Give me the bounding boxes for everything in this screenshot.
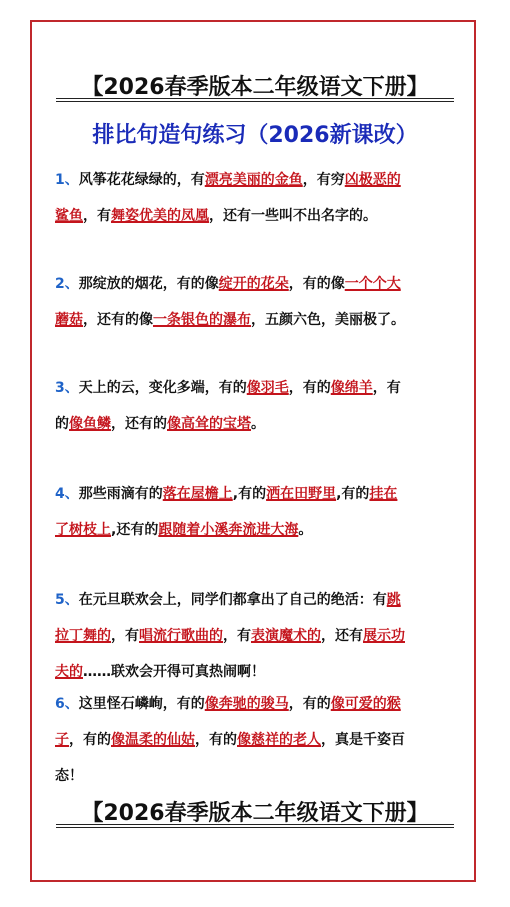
header-rule-1 xyxy=(56,98,454,99)
sentence-item-2 xyxy=(55,266,455,338)
plain-text: ，真是千姿百 xyxy=(321,732,405,748)
plain-text: 。 xyxy=(298,522,313,538)
plain-text: ，还有 xyxy=(321,628,363,644)
footer-title: 【2026春季版本二年级语文下册】 xyxy=(81,801,429,826)
sentence-item-6 xyxy=(55,686,455,794)
plain-text: ，还有的 xyxy=(111,416,167,432)
sentence-line xyxy=(55,406,455,442)
highlighted-phrase: 表演魔术的 xyxy=(251,628,321,644)
plain-text: 这里怪石嶙峋，有的 xyxy=(78,696,205,712)
subtitle: 排比句造句练习（2026新课改） xyxy=(92,123,418,148)
plain-text: 。 xyxy=(251,416,265,432)
highlighted-phrase: 像可爱的猴 xyxy=(330,696,401,712)
highlighted-phrase: 像高耸的宝塔 xyxy=(167,416,251,432)
highlighted-phrase: 了树枝上 xyxy=(55,522,111,538)
footer-rule-2 xyxy=(56,827,454,828)
plain-text: ，有的 xyxy=(288,380,331,396)
sentence-item-3 xyxy=(55,370,455,442)
highlighted-phrase: 绽开的花朵 xyxy=(218,276,289,292)
plain-text: ,还有的 xyxy=(111,522,159,538)
highlighted-phrase: 像奔驰的骏马 xyxy=(204,696,289,712)
plain-text: ，有 xyxy=(111,628,139,644)
highlighted-phrase: 洒在田野里 xyxy=(266,486,337,502)
highlighted-phrase: 蘑菇 xyxy=(55,312,83,328)
sentence-item-5 xyxy=(55,582,455,690)
sentence-item-1 xyxy=(55,162,455,234)
highlighted-phrase: 展示功 xyxy=(363,628,405,644)
highlighted-phrase: 漂亮美丽的金鱼 xyxy=(204,172,303,188)
header-title: 【2026春季版本二年级语文下册】 xyxy=(81,75,429,100)
highlighted-phrase: 鲨鱼 xyxy=(55,208,83,224)
header-rule-2 xyxy=(56,101,454,102)
item-number: 5、 xyxy=(55,592,79,608)
highlighted-phrase: 凶极恶的 xyxy=(344,172,401,188)
plain-text: ，有的 xyxy=(195,732,237,748)
highlighted-phrase: 唱流行歌曲的 xyxy=(139,628,223,644)
highlighted-phrase: 像羽毛 xyxy=(246,380,289,396)
sentence-line xyxy=(55,302,455,338)
sentence-line xyxy=(55,512,455,548)
plain-text: ，有 xyxy=(83,208,111,224)
plain-text: ，五颜六色，美丽极了。 xyxy=(251,312,405,328)
item-number: 2、 xyxy=(55,276,79,292)
sentence-line xyxy=(55,476,455,512)
plain-text: ，有 xyxy=(372,380,401,396)
sentence-line xyxy=(55,654,455,690)
highlighted-phrase: 夫的 xyxy=(55,664,83,680)
sentence-line xyxy=(55,618,455,654)
plain-text: ，有穷 xyxy=(302,172,345,188)
highlighted-phrase: 拉丁舞的 xyxy=(55,628,111,644)
highlighted-phrase: 一个个大 xyxy=(344,276,401,292)
plain-text: ，有的 xyxy=(288,696,331,712)
plain-text: 天上的云，变化多端，有的 xyxy=(78,380,247,396)
highlighted-phrase: 落在屋檐上 xyxy=(162,486,233,502)
plain-text: 态！ xyxy=(55,768,83,784)
highlighted-phrase: 跟随着小溪奔流进大海 xyxy=(158,522,299,538)
footer-rule-1 xyxy=(56,824,454,825)
plain-text: ……联欢会开得可真热闹啊！ xyxy=(83,664,265,680)
highlighted-phrase: 跳 xyxy=(386,592,401,608)
highlighted-phrase: 像绵羊 xyxy=(330,380,373,396)
highlighted-phrase: 子 xyxy=(55,732,69,748)
sentence-line xyxy=(55,582,455,618)
item-number: 3、 xyxy=(55,380,79,396)
sentence-line xyxy=(55,686,455,722)
plain-text: 的 xyxy=(55,416,69,432)
plain-text: 那些雨滴有的 xyxy=(78,486,163,502)
sentence-line xyxy=(55,722,455,758)
sentence-line xyxy=(55,266,455,302)
plain-text: ,有的 xyxy=(336,486,370,502)
plain-text: ，有的像 xyxy=(288,276,345,292)
highlighted-phrase: 像慈祥的老人 xyxy=(237,732,321,748)
item-number: 4、 xyxy=(55,486,79,502)
highlighted-phrase: 像温柔的仙姑 xyxy=(111,732,195,748)
plain-text: ，有的 xyxy=(69,732,111,748)
highlighted-phrase: 挂在 xyxy=(369,486,398,502)
sentence-item-4 xyxy=(55,476,455,548)
sentence-line xyxy=(55,370,455,406)
highlighted-phrase: 舞姿优美的凤凰 xyxy=(111,208,209,224)
sentence-line xyxy=(55,198,455,234)
plain-text: 在元旦联欢会上，同学们都拿出了自己的绝活：有 xyxy=(78,592,387,608)
plain-text: 那绽放的烟花，有的像 xyxy=(78,276,219,292)
sentence-line xyxy=(55,758,455,794)
plain-text: 风筝花花绿绿的，有 xyxy=(78,172,205,188)
highlighted-phrase: 一条银色的瀑布 xyxy=(153,312,251,328)
item-number: 6、 xyxy=(55,696,79,712)
highlighted-phrase: 像鱼鳞 xyxy=(69,416,111,432)
item-number: 1、 xyxy=(55,172,79,188)
sentence-line xyxy=(55,162,455,198)
plain-text: ,有的 xyxy=(232,486,267,502)
plain-text: ，有 xyxy=(223,628,251,644)
plain-text: ，还有的像 xyxy=(83,312,153,328)
plain-text: ，还有一些叫不出名字的。 xyxy=(209,208,377,224)
